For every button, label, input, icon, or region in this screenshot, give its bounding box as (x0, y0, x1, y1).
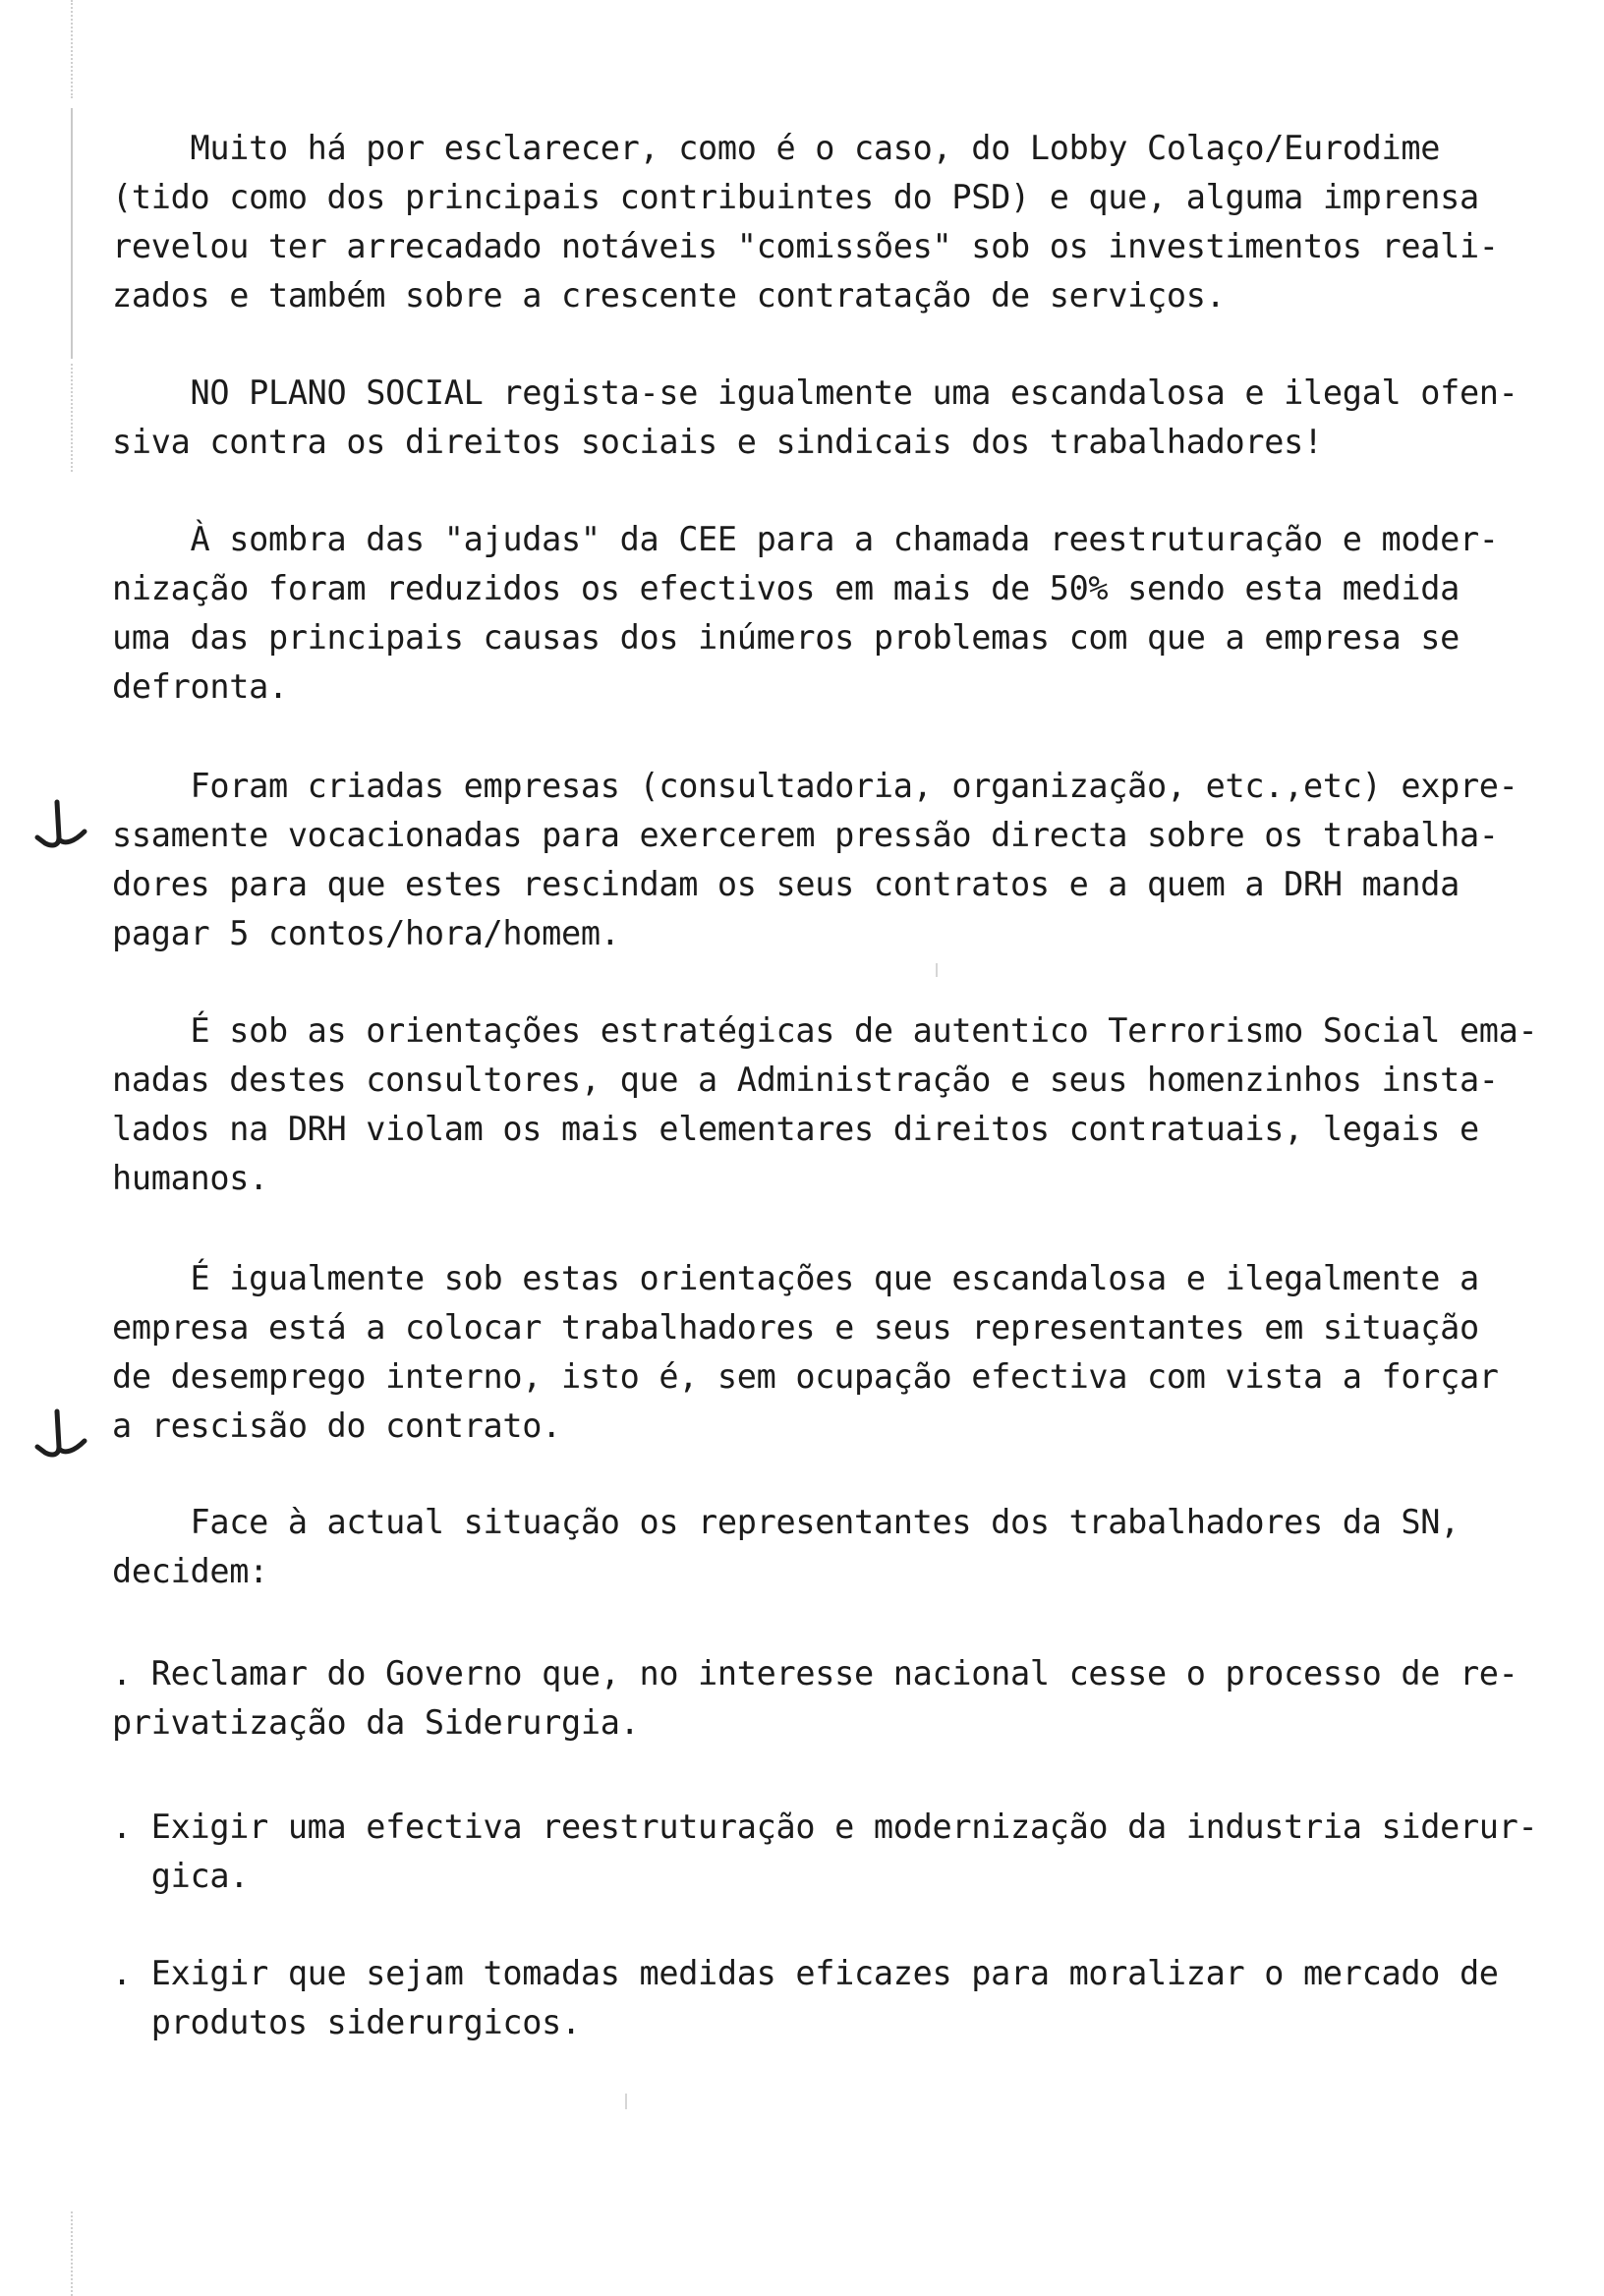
text-line: uma das principais causas dos inúmeros problemas com que a empresa se (112, 618, 1460, 657)
text-line: dores para que estes rescindam os seus contratos e a quem a DRH manda (112, 865, 1460, 903)
text-line: a rescisão do contrato. (112, 1406, 561, 1445)
paragraph-desemprego-interno (112, 1254, 1547, 1451)
text-line: . Exigir uma efectiva reestruturação e modernização da industria siderur- (112, 1808, 1538, 1846)
scan-speck (625, 2094, 627, 2109)
text-line: Muito há por esclarecer, como é o caso, do Lobby Colaço/Eurodime (112, 129, 1441, 167)
bullet-item-mercado (112, 1949, 1547, 2047)
text-line: pagar 5 contos/hora/homem. (112, 914, 620, 952)
paragraph-empresas-consultoria (112, 762, 1547, 958)
text-line: humanos. (112, 1159, 268, 1197)
text-line: privatização da Siderurgia. (112, 1703, 640, 1742)
text-line: defronta. (112, 667, 288, 706)
text-line: siva contra os direitos sociais e sindicais dos trabalhadores! (112, 423, 1323, 461)
text-line: empresa está a colocar trabalhadores e seus representantes em situação (112, 1308, 1479, 1347)
text-line: NO PLANO SOCIAL regista-se igualmente uma escandalosa e ilegal ofen- (112, 373, 1518, 412)
margin-mark-icon (31, 1407, 90, 1466)
bullet-item-reestruturacao (112, 1803, 1547, 1901)
margin-mark-icon (31, 798, 90, 857)
paragraph-ajudas-cee (112, 515, 1547, 712)
paragraph-terrorismo-social (112, 1006, 1547, 1203)
text-line: nização foram reduzidos os efectivos em mais de 50% sendo esta medida (112, 569, 1460, 607)
text-line: É igualmente sob estas orientações que escandalosa e ilegalmente a (112, 1259, 1479, 1297)
text-line: decidem: (112, 1552, 268, 1590)
binding-edge-line (71, 108, 73, 359)
scan-speck (936, 963, 938, 977)
bullet-item-reprivatizacao (112, 1649, 1547, 1748)
text-line: gica. (112, 1857, 250, 1895)
binding-edge-dots-top (71, 0, 75, 98)
text-line: ssamente vocacionadas para exercerem pressão directa sobre os trabalha- (112, 816, 1499, 854)
binding-edge-dots-mid (71, 364, 75, 472)
paragraph-lobby (112, 124, 1547, 320)
text-line: (tido como dos principais contribuintes do PSD) e que, alguma imprensa (112, 178, 1479, 216)
text-line: À sombra das "ajudas" da CEE para a chamada reestruturação e moder- (112, 520, 1499, 558)
text-line: Foram criadas empresas (consultadoria, organização, etc.,etc) expre- (112, 767, 1518, 805)
binding-edge-dots-bottom (71, 2211, 75, 2296)
text-line: nadas destes consultores, que a Administração e seus homenzinhos insta- (112, 1061, 1499, 1099)
text-line: . Exigir que sejam tomadas medidas eficazes para moralizar o mercado de (112, 1954, 1499, 1992)
text-line: produtos siderurgicos. (112, 2003, 581, 2041)
text-line: zados e também sobre a crescente contratação de serviços. (112, 276, 1226, 315)
paragraph-decidem (112, 1498, 1547, 1596)
text-line: de desemprego interno, isto é, sem ocupação efectiva com vista a forçar (112, 1357, 1499, 1396)
text-line: Face à actual situação os representantes dos trabalhadores da SN, (112, 1503, 1460, 1541)
paragraph-plano-social (112, 369, 1547, 467)
text-line: revelou ter arrecadado notáveis "comissões" sob os investimentos reali- (112, 227, 1499, 265)
text-line: . Reclamar do Governo que, no interesse nacional cesse o processo de re- (112, 1654, 1518, 1693)
text-line: lados na DRH violam os mais elementares direitos contratuais, legais e (112, 1110, 1479, 1148)
text-line: É sob as orientações estratégicas de autentico Terrorismo Social ema- (112, 1011, 1538, 1050)
